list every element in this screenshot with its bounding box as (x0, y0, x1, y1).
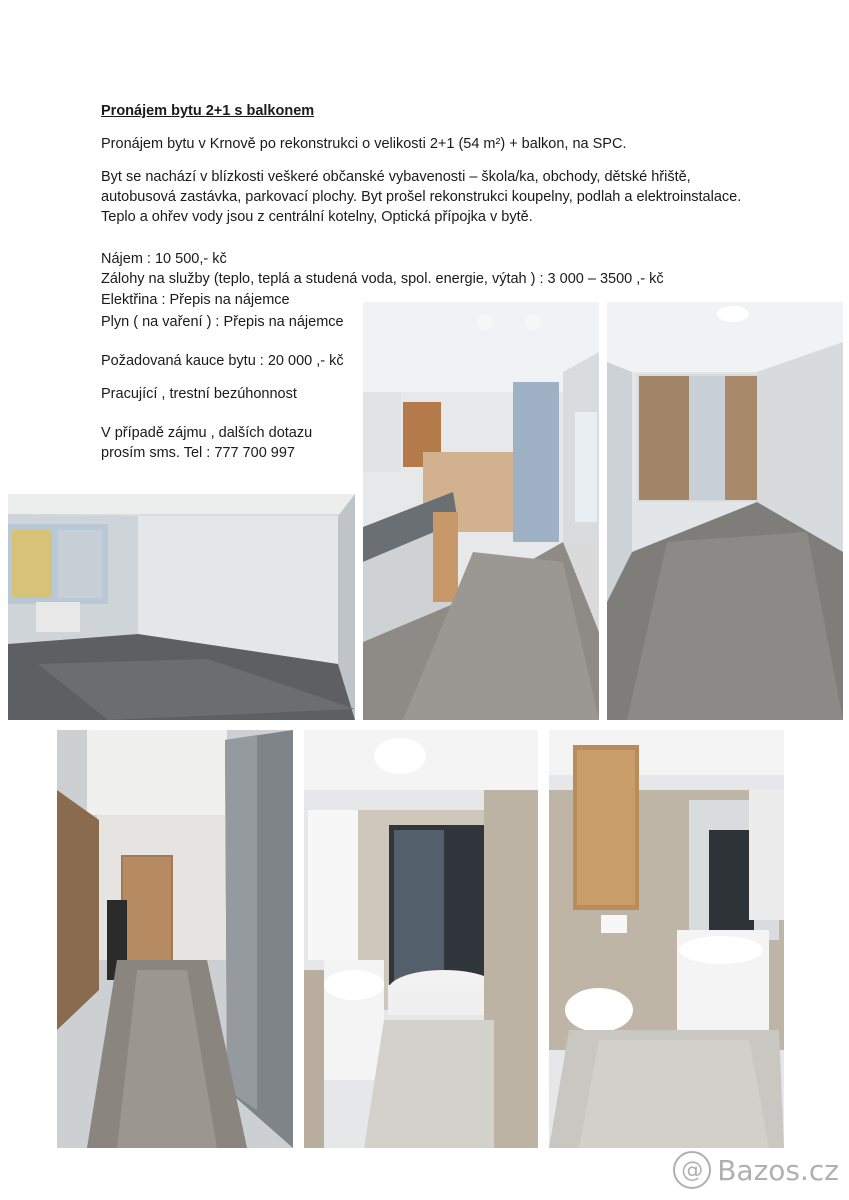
description-line: Teplo a ohřev vody jsou z centrální kotelny, Optická přípojka v bytě. (101, 209, 533, 225)
description-line: Byt se nachází v blízkosti veškeré občanské vybavenosti – škola/ka, obchody, dětské hřiště, (101, 169, 691, 185)
gas-text: Plyn ( na vaření ) : Přepis na nájemce (101, 314, 344, 330)
bazos-at-icon: @ (673, 1151, 711, 1189)
bedroom-photo (607, 302, 843, 720)
description-line: autobusová zastávka, parkovací plochy. Byt prošel rekonstrukci koupelny, podlah a elektroinstalace. (101, 189, 742, 205)
contact-line: prosím sms. Tel : 777 700 997 (101, 445, 295, 461)
services-text: Zálohy na služby (teplo, teplá a studená voda, spol. energie, výtah ) : 3 000 – 3500 ,- kč (101, 271, 664, 287)
requirements-text: Pracující , trestní bezúhonnost (101, 386, 297, 402)
bazos-watermark (673, 1152, 839, 1188)
bathroom-shower-photo (304, 730, 538, 1148)
bathroom-toilet-photo (549, 730, 784, 1148)
watermark-text: Bazos.cz (717, 1153, 839, 1187)
deposit-text: Požadovaná kauce bytu : 20 000 ,- kč (101, 353, 344, 369)
document-title: Pronájem bytu 2+1 s balkonem (101, 103, 315, 119)
living-room-photo (8, 494, 355, 720)
rent-text: Nájem : 10 500,- kč (101, 251, 227, 267)
kitchen-photo (363, 302, 599, 720)
electricity-text: Elektřina : Přepis na nájemce (101, 292, 290, 308)
contact-line: V případě zájmu , dalších dotazu (101, 425, 313, 441)
intro-text: Pronájem bytu v Krnově po rekonstrukci o velikosti 2+1 (54 m²) + balkon, na SPC. (101, 136, 627, 152)
hallway-photo (57, 730, 293, 1148)
